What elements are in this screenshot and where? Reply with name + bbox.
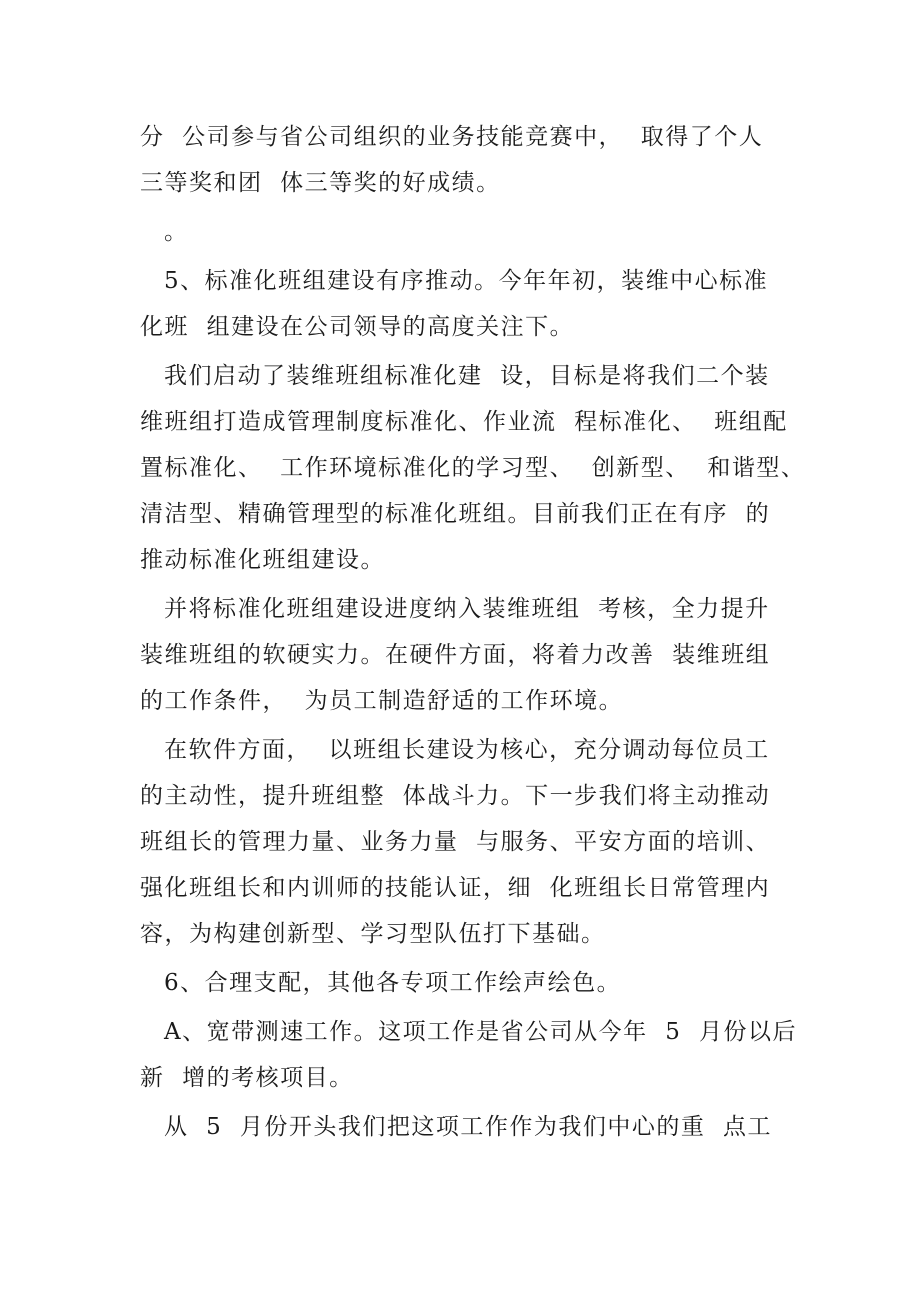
text-line: 分 公司参与省公司组织的业务技能竞赛中， 取得了个人 <box>140 124 764 150</box>
text-line: 从 5 月份开头我们把这项工作作为我们中心的重 点工 <box>164 1114 772 1140</box>
text-line: 置标准化、 工作环境标准化的学习型、 创新型、 和谐型、 <box>140 455 806 481</box>
text-line: 维班组打造成管理制度标准化、作业流 程标准化、 班组配 <box>140 409 788 435</box>
text-line: 容，为构建创新型、学习型队伍打下基础。 <box>140 921 606 947</box>
text-line: 的主动性，提升班组整 体战斗力。下一步我们将主动推动 <box>140 783 771 809</box>
text-line: 新 增的考核项目。 <box>140 1065 354 1091</box>
document-body <box>140 114 806 1150</box>
text-line: 6、合理支配，其他各专项工作绘声绘色。 <box>164 970 622 996</box>
text-line: 推动标准化班组建设。 <box>140 547 385 573</box>
text-line: 化班 组建设在公司领导的高度关注下。 <box>140 314 575 340</box>
text-line: 三等奖和团 体三等奖的好成绩。 <box>140 170 501 196</box>
text-line: 清洁型、精确管理型的标准化班组。目前我们正在有序 的 <box>140 501 771 527</box>
text-line: 的工作条件， 为员工制造舒适的工作环境。 <box>140 688 624 714</box>
text-line: 我们启动了装维班组标准化建 设，目标是将我们二个装 <box>164 363 770 389</box>
text-line: 。 <box>164 219 189 245</box>
text-line: 5、标准化班组建设有序推动。今年年初，装维中心标准 <box>164 268 769 294</box>
text-line: 班组长的管理力量、业务力量 与服务、平安方面的培训、 <box>140 829 771 855</box>
text-line: 在软件方面， 以班组长建设为核心，充分调动每位员工 <box>164 737 770 763</box>
text-line: 装维班组的软硬实力。在硬件方面，将着力改善 装维班组 <box>140 642 771 668</box>
text-line: A、宽带测速工作。这项工作是省公司从今年 5 月份以后 <box>164 1019 797 1045</box>
text-line: 并将标准化班组建设进度纳入装维班组 考核，全力提升 <box>164 596 770 622</box>
text-line: 强化班组长和内训师的技能认证，细 化班组长日常管理内 <box>140 875 771 901</box>
